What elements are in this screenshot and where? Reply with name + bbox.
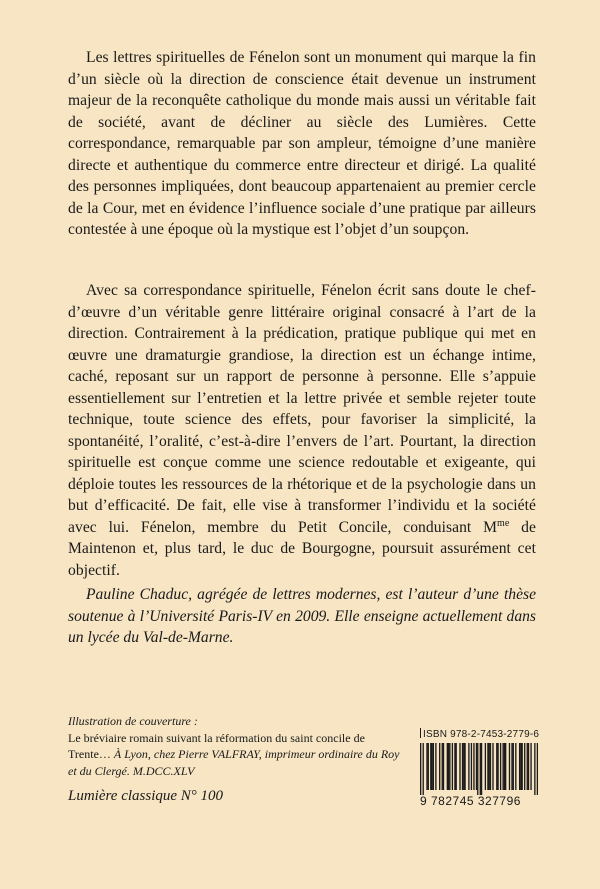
isbn-label xyxy=(420,728,538,741)
illustration-text: Le bréviaire romain suivant la réformation du saint concile de Trente… xyxy=(68,730,365,761)
summary-paragraph-2 xyxy=(68,280,536,581)
summary-paragraph-2-text-b: de Maintenon et, plus tard, le duc de Bourgogne, poursuit assurément cet objectif. xyxy=(68,518,536,579)
illustration-credit xyxy=(68,713,408,779)
author-note: Pauline Chaduc, agrégée de lettres modernes, est l’auteur d’une thèse soutenue à l’Université Paris-IV en 2009. Elle enseigne actuellement dans un lycée du Val-de-Marne. xyxy=(68,586,536,646)
ean-digits: 9 782745 327796 xyxy=(420,794,521,808)
illustration-heading: Illustration de couverture : xyxy=(68,714,198,728)
isbn-block xyxy=(420,728,538,808)
collection-label: Lumière classique N° 100 xyxy=(68,788,224,804)
summary-paragraph-1: Les lettres spirituelles de Fénelon sont un monument qui marque la fin d’un siècle où la direction de conscience était devenue un instrument majeur de la reconquête catholique du monde mais aussi un véritable fait de société, avant de décliner au siècle des Lumières. Cette correspondance, remarquable par son ampleur, témoigne d’une manière directe et authentique du commerce entre directeur et dirigé. La qualité des personnes impliquées, dont beaucoup appartenaient au premier cercle de la Cour, met en évidence l’influence sociale d’une pratique par ailleurs contestée à une époque où la mystique est l’objet d’un soupçon. xyxy=(68,49,536,238)
isbn-text: ISBN 978-2-7453-2779-6 xyxy=(423,729,540,740)
illustration-place: À Lyon, chez Pierre VALFRAY, imprimeur ordinaire du Roy et du Clergé. M.DCC.XLV xyxy=(68,747,400,778)
summary-paragraph-2-text-a: Avec sa correspondance spirituelle, Fénelon écrit sans doute le chef-d’œuvre d’un véritable genre littéraire original consacré à l’art de la direction. Contrairement à la prédication, pratique publique qui met en œuvre une dramaturgie grandiose, la direction est un échange intime, caché, reposant sur un rapport de personne à personne. Elle s’appuie essentiellement sur l’entretien et la lettre privée et semble rejeter toute technique, toute science des effets, pour favoriser la simplicité, la spontanéité, l’oralité, c’est-à-dire l’envers de l’art. Pourtant, la direction spirituelle est conçue comme une science redoutable et exigeante, qui déploie toutes les ressources de la rhétorique et de la psychologie dans un but d’efficacité. De fait, elle vise à transformer l’individu et la société avec lui. Fénelon, membre du Petit Concile, conduisant M xyxy=(68,282,536,536)
superscript-me: me xyxy=(497,517,510,529)
barcode-icon xyxy=(420,743,538,795)
